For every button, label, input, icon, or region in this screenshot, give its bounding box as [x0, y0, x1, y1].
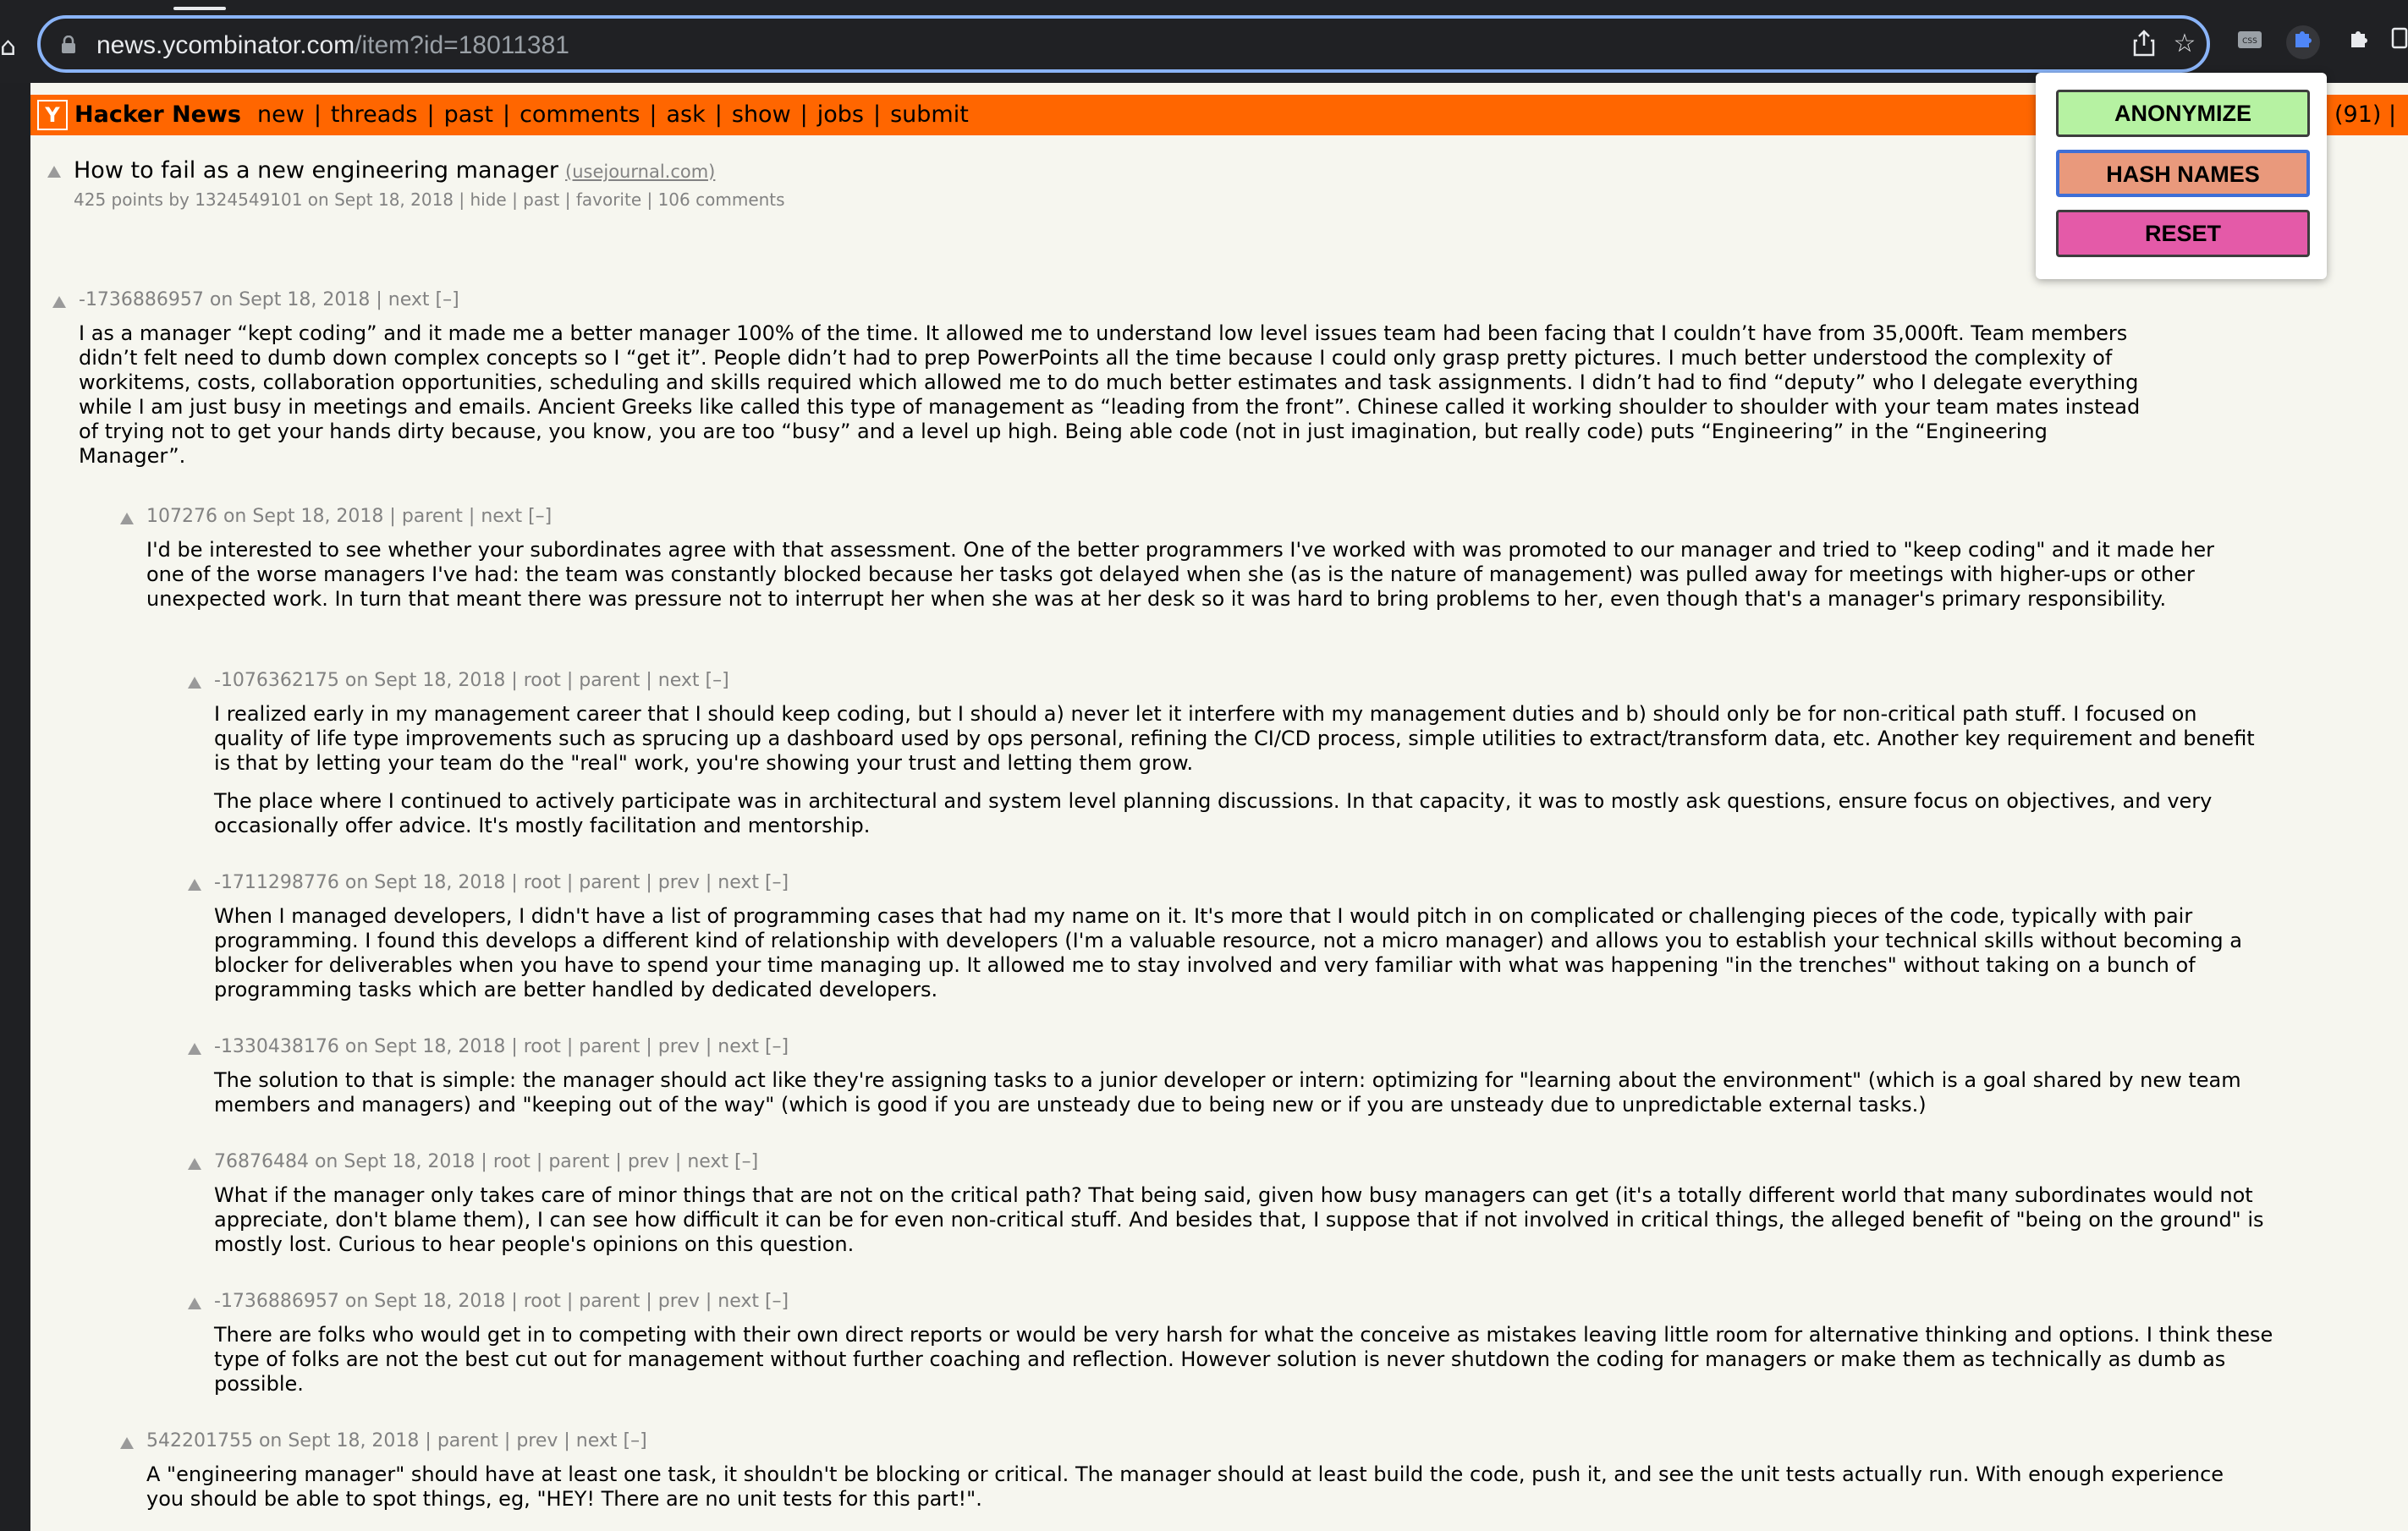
share-icon[interactable] [2129, 29, 2159, 59]
comment-body [214, 702, 2262, 852]
story-title-link[interactable]: How to fail as a new engineering manager [74, 157, 559, 184]
css-extension-icon[interactable] [2233, 25, 2267, 59]
url-text[interactable] [96, 31, 569, 60]
comment-body [214, 1183, 2295, 1270]
lock-icon[interactable] [61, 36, 76, 54]
comment-body [214, 1323, 2295, 1410]
nav-show[interactable]: show [731, 102, 791, 128]
comment-text: The place where I continued to actively participate was in architectural and system level planning discussions. In that capacity, it was to mostly ask questions, ensure focus on objectives, and very occasionally offer advice. It's mostly facilitation and mentorship. [214, 789, 2213, 837]
nav-new[interactable]: new [257, 102, 305, 128]
story-subtext[interactable]: 425 points by 1324549101 on Sept 18, 2018 | hide | past | favorite | 106 comments [74, 189, 785, 210]
url-host: news.ycombinator.com [96, 31, 355, 59]
extension-popup [2036, 73, 2327, 279]
comment-text: When I managed developers, I didn't have a list of programming cases that had my name on it. It's more that I would pitch in on complicated or challenging pieces of the code, typically with pair programming. I found this develops a different kind of relationship with developers (I'm a valuable resource, not a micro manager) and allows you to establish your technical skills without becoming a blocker for deliverables when you have to spend your time managing up. It allowed me to stay involved and very familiar with what was happening "in the trenches" without taking on a bunch of programming tasks which are better handled by dedicated developers. [214, 904, 2242, 1001]
puzzle-extension-active-icon[interactable] [2286, 25, 2320, 59]
nav-ask[interactable]: ask [666, 102, 706, 128]
upvote-arrow-icon[interactable] [47, 166, 61, 178]
upvote-arrow-icon[interactable] [52, 296, 66, 308]
comment-body [214, 1068, 2295, 1131]
comment-text: A "engineering manager" should have at least one task, it shouldn't be blocking or critical. The manager should at least build the code, push it, and see the unit tests actually run. With enough experience you should be able to spot things, eg, "HEY! There are no unit tests for this part!". [146, 1462, 2224, 1511]
nav-threads[interactable]: threads [330, 102, 418, 128]
upvote-arrow-icon[interactable] [188, 879, 201, 891]
story-site[interactable]: (usejournal.com) [565, 162, 716, 182]
comment-header[interactable]: 542201755 on Sept 18, 2018 | parent | prev | next [–] [146, 1430, 647, 1451]
comment-header[interactable]: -1736886957 on Sept 18, 2018 | root | parent | prev | next [–] [214, 1291, 789, 1312]
comment-body [146, 1462, 2228, 1525]
hn-nav: new | threads | past | comments | ask | show | jobs | submit [257, 102, 969, 128]
hn-site-title[interactable]: Hacker News [74, 102, 242, 128]
hash-names-button[interactable]: HASH NAMES [2056, 150, 2310, 197]
comment-body [146, 538, 2236, 625]
comment-text: I'd be interested to see whether your subordinates agree with that assessment. One of the better programmers I've worked with was promoted to our manager and tried to "keep coding" and it made her one of the worse managers I've had: the team was constantly blocked because her tasks got delayed when she (as is the nature of management) was pulled away for meetings with higher-ups or other unexpected work. In turn that meant there was pressure not to interrupt her when she was at her desk so it was hard to bring problems to her, even though that's a manager's primary responsibility. [146, 538, 2214, 611]
comment-body [79, 321, 2160, 482]
side-panel-icon[interactable] [2391, 25, 2408, 59]
comment-body [214, 904, 2295, 1016]
upvote-arrow-icon[interactable] [188, 1298, 201, 1309]
nav-comments[interactable]: comments [520, 102, 640, 128]
user-karma[interactable]: (91) | [2334, 102, 2397, 128]
url-path: /item?id=18011381 [355, 31, 569, 59]
svg-text:CSS: CSS [2242, 37, 2257, 46]
extensions-puzzle-icon[interactable] [2342, 25, 2376, 59]
comment-header[interactable]: -1736886957 on Sept 18, 2018 | next [–] [79, 289, 459, 310]
nav-past[interactable]: past [443, 102, 493, 128]
upvote-arrow-icon[interactable] [120, 1437, 134, 1449]
story-title [74, 157, 715, 184]
hn-logo[interactable]: Y [37, 100, 68, 130]
comment-header[interactable]: 76876484 on Sept 18, 2018 | root | parent | prev | next [–] [214, 1151, 759, 1172]
nav-submit[interactable]: submit [890, 102, 969, 128]
hn-page [30, 83, 2408, 1531]
address-bar[interactable] [37, 15, 2210, 73]
active-tab-indicator [173, 7, 226, 10]
comment-header[interactable]: 107276 on Sept 18, 2018 | parent | next [–] [146, 506, 553, 527]
comment-header[interactable]: -1330438176 on Sept 18, 2018 | root | parent | prev | next [–] [214, 1036, 789, 1057]
upvote-arrow-icon[interactable] [188, 677, 201, 689]
comment-text: I as a manager “kept coding” and it made me a better manager 100% of the time. It allowed me to understand low level issues team had been facing that I couldn’t have from 35,000ft. Team members didn’t felt need to dumb down complex concepts so I “get it”. People didn’t had to prep PowerPoints all the time because I could only grasp pretty pictures. I much better understood the complexity of workitems, costs, collaboration opportunities, scheduling and skills required which allowed me to do much better estimates and task assignments. I didn’t had to find “deputy” who I delegate everything while I am just busy in meetings and emails. Ancient Greeks like called this type of management as “leading from the front”. Chinese called it working shoulder to shoulder with your team mates instead of trying not to get your hands dirty because, you know, you are too “busy” and a level up high. Being able code (not in just imagination, but really code) puts “Engineering” in the “Engineering Manager”. [79, 321, 2141, 468]
home-icon[interactable]: ⌂ [0, 32, 17, 62]
comment-header[interactable]: -1711298776 on Sept 18, 2018 | root | parent | prev | next [–] [214, 872, 789, 893]
browser-chrome [0, 0, 2408, 83]
upvote-arrow-icon[interactable] [120, 513, 134, 524]
comment-header[interactable]: -1076362175 on Sept 18, 2018 | root | parent | next [–] [214, 670, 729, 691]
comment-text: I realized early in my management career that I should keep coding, but I should a) never let it interfere with my management duties and b) should only be for non-critical path stuff. I focused on quality of life type improvements such as sprucing up a dashboard used by ops personal, refining the CI/CD process, simple utilities to extract/transform data, etc. Another key requirement and benefit is that by letting your team do the "real" work, you're showing your trust and letting them grow. [214, 702, 2255, 775]
upvote-arrow-icon[interactable] [188, 1043, 201, 1055]
reset-button[interactable]: RESET [2056, 210, 2310, 257]
star-icon[interactable]: ☆ [2173, 29, 2196, 58]
anonymize-button[interactable]: ANONYMIZE [2056, 90, 2310, 137]
comment-text: What if the manager only takes care of minor things that are not on the critical path? That being said, given how busy managers can get (it's a totally different world that many subordinates would not appreciate, don't blame them), I can see how difficult it can be for even non-critical stuff. And besides that, I suppose that if not involved in critical things, the alleged benefit of "being on the ground" is mostly lost. Curious to hear people's opinions on this question. [214, 1183, 2264, 1256]
upvote-arrow-icon[interactable] [188, 1158, 201, 1170]
comment-text: The solution to that is simple: the manager should act like they're assigning tasks to a junior developer or intern: optimizing for "learning about the environment" (which is a goal shared by new team members and managers) and "keeping out of the way" (which is good if you are unsteady due to being new or if you are unsteady due to unpredictable external tasks.) [214, 1068, 2241, 1117]
comment-text: There are folks who would get in to competing with their own direct reports or would be very harsh for what the conceive as mistakes leaving little room for alternative thinking and options. I think these type of folks are not the best cut out for management without further coaching and reflection. However solution is never shutdown the coding for managers or make them as technically as dumb as possible. [214, 1323, 2273, 1396]
nav-jobs[interactable]: jobs [816, 102, 864, 128]
